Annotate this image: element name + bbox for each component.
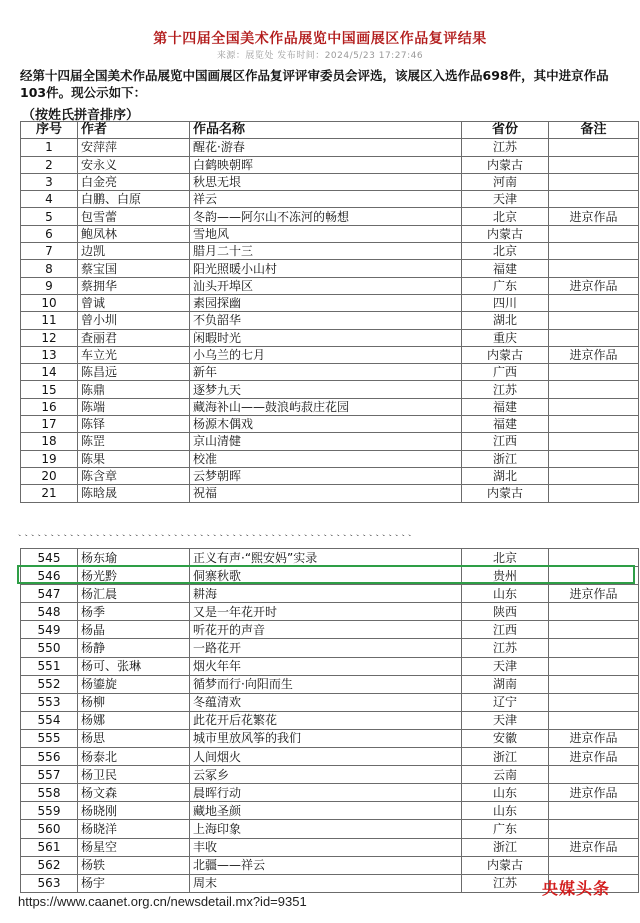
cell-note bbox=[549, 639, 639, 657]
cell-work-title: 又是一年花开时 bbox=[190, 603, 462, 621]
cell-note bbox=[549, 675, 639, 693]
table-row bbox=[21, 784, 639, 802]
cell-no: 550 bbox=[21, 639, 78, 657]
table-row bbox=[21, 312, 639, 329]
cell-province: 内蒙古 bbox=[462, 856, 549, 874]
table-row bbox=[21, 856, 639, 874]
cell-work-title: 祝福 bbox=[190, 485, 462, 502]
cell-author: 杨星空 bbox=[78, 838, 190, 856]
cell-province: 内蒙古 bbox=[462, 485, 549, 502]
cell-author: 边凯 bbox=[78, 243, 190, 260]
cell-author: 鲍凤林 bbox=[78, 225, 190, 242]
cell-note bbox=[549, 156, 639, 173]
cell-author: 杨东瑜 bbox=[78, 549, 190, 567]
cell-province: 云南 bbox=[462, 766, 549, 784]
cell-work-title: 冬蕴清欢 bbox=[190, 693, 462, 711]
cell-no: 19 bbox=[21, 450, 78, 467]
cell-work-title: 汕头开埠区 bbox=[190, 277, 462, 294]
cell-work-title: 烟火年年 bbox=[190, 657, 462, 675]
cell-work-title: 逐梦九天 bbox=[190, 381, 462, 398]
table-row bbox=[21, 639, 639, 657]
table-row bbox=[21, 567, 639, 585]
table-row bbox=[21, 485, 639, 502]
cell-author: 杨轶 bbox=[78, 856, 190, 874]
cell-work-title: 此花开后花繁花 bbox=[190, 711, 462, 729]
table-row bbox=[21, 748, 639, 766]
results-table-part2 bbox=[20, 548, 639, 893]
cell-province: 陕西 bbox=[462, 603, 549, 621]
cell-author: 杨鎏旋 bbox=[78, 675, 190, 693]
cell-author: 白金亮 bbox=[78, 173, 190, 190]
cell-province: 北京 bbox=[462, 208, 549, 225]
cell-no: 21 bbox=[21, 485, 78, 502]
cell-author: 杨汇晨 bbox=[78, 585, 190, 603]
cell-work-title: 藏地圣颜 bbox=[190, 802, 462, 820]
cell-author: 杨宇 bbox=[78, 874, 190, 892]
cell-province: 河南 bbox=[462, 173, 549, 190]
cell-author: 陈端 bbox=[78, 398, 190, 415]
cell-work-title: 白鹤映朝晖 bbox=[190, 156, 462, 173]
cell-province: 山东 bbox=[462, 784, 549, 802]
table-row bbox=[21, 346, 639, 363]
cell-no: 11 bbox=[21, 312, 78, 329]
cell-no: 15 bbox=[21, 381, 78, 398]
cell-author: 蔡拥华 bbox=[78, 277, 190, 294]
table-row bbox=[21, 243, 639, 260]
cell-author: 杨可、张琳 bbox=[78, 657, 190, 675]
table-row bbox=[21, 657, 639, 675]
cell-province: 天津 bbox=[462, 657, 549, 675]
cell-work-title: 周末 bbox=[190, 874, 462, 892]
cell-no: 546 bbox=[21, 567, 78, 585]
cell-author: 安萍萍 bbox=[78, 139, 190, 156]
cell-author: 杨季 bbox=[78, 603, 190, 621]
cell-author: 陈鼎 bbox=[78, 381, 190, 398]
cell-work-title: 云冢乡 bbox=[190, 766, 462, 784]
cell-no: 548 bbox=[21, 603, 78, 621]
cell-no: 561 bbox=[21, 838, 78, 856]
cell-no: 7 bbox=[21, 243, 78, 260]
cell-note bbox=[549, 260, 639, 277]
cell-author: 杨晓洋 bbox=[78, 820, 190, 838]
cell-work-title: 腊月二十三 bbox=[190, 243, 462, 260]
table-row bbox=[21, 450, 639, 467]
table-row bbox=[21, 416, 639, 433]
cell-province: 湖南 bbox=[462, 675, 549, 693]
cell-work-title: 耕海 bbox=[190, 585, 462, 603]
cell-author: 陈果 bbox=[78, 450, 190, 467]
cell-work-title: 新年 bbox=[190, 364, 462, 381]
cell-work-title: 素园探幽 bbox=[190, 294, 462, 311]
cell-no: 563 bbox=[21, 874, 78, 892]
cell-province: 浙江 bbox=[462, 450, 549, 467]
cell-no: 1 bbox=[21, 139, 78, 156]
cell-province: 广东 bbox=[462, 277, 549, 294]
cell-province: 安徽 bbox=[462, 729, 549, 747]
cell-note bbox=[549, 139, 639, 156]
cell-author: 蔡宝国 bbox=[78, 260, 190, 277]
cell-note: 进京作品 bbox=[549, 277, 639, 294]
cell-province: 江西 bbox=[462, 621, 549, 639]
sort-note: （按姓氏拼音排序） bbox=[22, 108, 140, 123]
cell-province: 福建 bbox=[462, 416, 549, 433]
cell-note bbox=[549, 467, 639, 484]
cell-no: 4 bbox=[21, 191, 78, 208]
cell-work-title: 秋思无垠 bbox=[190, 173, 462, 190]
table-row bbox=[21, 139, 639, 156]
cell-note bbox=[549, 329, 639, 346]
cell-author: 曾小圳 bbox=[78, 312, 190, 329]
omission-separator: 、、、、、、、、、、、、、、、、、、、、、、、、、、、、、、、、、、、、、、、、、、、、、、、、、、、、、、、、、、、、、 bbox=[18, 526, 420, 536]
cell-no: 559 bbox=[21, 802, 78, 820]
cell-note bbox=[549, 820, 639, 838]
cell-author: 曾诚 bbox=[78, 294, 190, 311]
cell-work-title: 云梦朝晖 bbox=[190, 467, 462, 484]
header-note: 备注 bbox=[549, 122, 639, 139]
table-row bbox=[21, 729, 639, 747]
cell-note bbox=[549, 766, 639, 784]
cell-work-title: 不负韶华 bbox=[190, 312, 462, 329]
cell-no: 557 bbox=[21, 766, 78, 784]
cell-work-title: 丰收 bbox=[190, 838, 462, 856]
cell-no: 552 bbox=[21, 675, 78, 693]
cell-author: 杨泰北 bbox=[78, 748, 190, 766]
cell-work-title: 一路花开 bbox=[190, 639, 462, 657]
cell-note bbox=[549, 225, 639, 242]
cell-work-title: 校准 bbox=[190, 450, 462, 467]
cell-work-title: 杨源木偶戏 bbox=[190, 416, 462, 433]
cell-province: 四川 bbox=[462, 294, 549, 311]
cell-province: 浙江 bbox=[462, 838, 549, 856]
table-row bbox=[21, 549, 639, 567]
table-row bbox=[21, 675, 639, 693]
cell-author: 杨晶 bbox=[78, 621, 190, 639]
cell-author: 车立光 bbox=[78, 346, 190, 363]
cell-no: 20 bbox=[21, 467, 78, 484]
cell-work-title: 听花开的声音 bbox=[190, 621, 462, 639]
cell-note bbox=[549, 621, 639, 639]
cell-work-title: 藏海补山——鼓浪屿菽庄花园 bbox=[190, 398, 462, 415]
cell-no: 551 bbox=[21, 657, 78, 675]
cell-province: 湖北 bbox=[462, 312, 549, 329]
cell-no: 17 bbox=[21, 416, 78, 433]
cell-no: 16 bbox=[21, 398, 78, 415]
cell-note: 进京作品 bbox=[549, 784, 639, 802]
cell-no: 545 bbox=[21, 549, 78, 567]
cell-province: 重庆 bbox=[462, 329, 549, 346]
cell-no: 2 bbox=[21, 156, 78, 173]
cell-work-title: 侗寨秋歌 bbox=[190, 567, 462, 585]
table-row bbox=[21, 820, 639, 838]
cell-note bbox=[549, 485, 639, 502]
cell-no: 14 bbox=[21, 364, 78, 381]
cell-author: 陈铎 bbox=[78, 416, 190, 433]
cell-province: 山东 bbox=[462, 585, 549, 603]
cell-work-title: 祥云 bbox=[190, 191, 462, 208]
cell-work-title: 北疆——祥云 bbox=[190, 856, 462, 874]
cell-note bbox=[549, 294, 639, 311]
cell-work-title: 雪地风 bbox=[190, 225, 462, 242]
header-no: 序号 bbox=[21, 122, 78, 139]
cell-note: 进京作品 bbox=[549, 748, 639, 766]
cell-province: 天津 bbox=[462, 191, 549, 208]
table-row bbox=[21, 711, 639, 729]
cell-no: 8 bbox=[21, 260, 78, 277]
cell-province: 广东 bbox=[462, 820, 549, 838]
table-row bbox=[21, 433, 639, 450]
table-row bbox=[21, 294, 639, 311]
cell-no: 13 bbox=[21, 346, 78, 363]
cell-note bbox=[549, 398, 639, 415]
cell-province: 贵州 bbox=[462, 567, 549, 585]
cell-province: 山东 bbox=[462, 802, 549, 820]
cell-no: 562 bbox=[21, 856, 78, 874]
cell-no: 556 bbox=[21, 748, 78, 766]
table-row bbox=[21, 467, 639, 484]
table-row bbox=[21, 156, 639, 173]
cell-province: 江苏 bbox=[462, 139, 549, 156]
table-row bbox=[21, 802, 639, 820]
cell-author: 陈晗晟 bbox=[78, 485, 190, 502]
cell-province: 北京 bbox=[462, 549, 549, 567]
cell-province: 内蒙古 bbox=[462, 156, 549, 173]
cell-work-title: 醒花·游春 bbox=[190, 139, 462, 156]
table-row bbox=[21, 173, 639, 190]
cell-note bbox=[549, 173, 639, 190]
cell-no: 555 bbox=[21, 729, 78, 747]
cell-note bbox=[549, 416, 639, 433]
cell-no: 558 bbox=[21, 784, 78, 802]
cell-province: 天津 bbox=[462, 711, 549, 729]
source-url: https://www.caanet.org.cn/newsdetail.mx?id=9351 bbox=[18, 894, 307, 909]
cell-note bbox=[549, 450, 639, 467]
table-row bbox=[21, 766, 639, 784]
table-row bbox=[21, 225, 639, 242]
cell-note: 进京作品 bbox=[549, 838, 639, 856]
table-row bbox=[21, 260, 639, 277]
table-row bbox=[21, 603, 639, 621]
cell-province: 江苏 bbox=[462, 639, 549, 657]
cell-no: 553 bbox=[21, 693, 78, 711]
cell-work-title: 人间烟火 bbox=[190, 748, 462, 766]
results-table-part1 bbox=[20, 121, 639, 503]
cell-note bbox=[549, 711, 639, 729]
cell-province: 广西 bbox=[462, 364, 549, 381]
table-header-row bbox=[21, 122, 639, 139]
cell-note bbox=[549, 657, 639, 675]
cell-note bbox=[549, 381, 639, 398]
table-row bbox=[21, 693, 639, 711]
cell-author: 杨晓刚 bbox=[78, 802, 190, 820]
table-row bbox=[21, 329, 639, 346]
cell-no: 549 bbox=[21, 621, 78, 639]
cell-author: 杨光黔 bbox=[78, 567, 190, 585]
watermark-logo: 央媒头条 bbox=[541, 879, 610, 898]
cell-author: 包雪蕾 bbox=[78, 208, 190, 225]
header-author: 作者 bbox=[78, 122, 190, 139]
cell-province: 内蒙古 bbox=[462, 225, 549, 242]
cell-work-title: 闲暇时光 bbox=[190, 329, 462, 346]
cell-author: 杨娜 bbox=[78, 711, 190, 729]
table-row bbox=[21, 585, 639, 603]
cell-note: 进京作品 bbox=[549, 729, 639, 747]
cell-author: 杨卫民 bbox=[78, 766, 190, 784]
cell-province: 浙江 bbox=[462, 748, 549, 766]
table-row bbox=[21, 277, 639, 294]
cell-author: 陈含章 bbox=[78, 467, 190, 484]
table-row bbox=[21, 398, 639, 415]
cell-author: 白鹏、白原 bbox=[78, 191, 190, 208]
header-province: 省份 bbox=[462, 122, 549, 139]
cell-no: 560 bbox=[21, 820, 78, 838]
cell-author: 陈罡 bbox=[78, 433, 190, 450]
cell-author: 杨思 bbox=[78, 729, 190, 747]
header-work-title: 作品名称 bbox=[190, 122, 462, 139]
cell-province: 江苏 bbox=[462, 381, 549, 398]
cell-no: 12 bbox=[21, 329, 78, 346]
table-row bbox=[21, 208, 639, 225]
cell-author: 查丽君 bbox=[78, 329, 190, 346]
cell-no: 10 bbox=[21, 294, 78, 311]
cell-note bbox=[549, 693, 639, 711]
cell-note bbox=[549, 312, 639, 329]
cell-no: 5 bbox=[21, 208, 78, 225]
cell-work-title: 冬韵——阿尔山不冻河的畅想 bbox=[190, 208, 462, 225]
cell-no: 547 bbox=[21, 585, 78, 603]
table-row bbox=[21, 381, 639, 398]
cell-province: 福建 bbox=[462, 398, 549, 415]
table-row bbox=[21, 364, 639, 381]
cell-work-title: 小乌兰的七月 bbox=[190, 346, 462, 363]
cell-note bbox=[549, 856, 639, 874]
cell-note: 进京作品 bbox=[549, 346, 639, 363]
cell-note bbox=[549, 603, 639, 621]
cell-province: 江西 bbox=[462, 433, 549, 450]
cell-work-title: 上海印象 bbox=[190, 820, 462, 838]
cell-no: 3 bbox=[21, 173, 78, 190]
cell-no: 554 bbox=[21, 711, 78, 729]
cell-province: 湖北 bbox=[462, 467, 549, 484]
cell-work-title: 城市里放风筝的我们 bbox=[190, 729, 462, 747]
cell-province: 辽宁 bbox=[462, 693, 549, 711]
cell-work-title: 京山清健 bbox=[190, 433, 462, 450]
intro-paragraph: 经第十四届全国美术作品展览中国画展区作品复评评审委员会评选，该展区入选作品698件，其中进京作品103件。现公示如下： bbox=[20, 68, 609, 100]
cell-note bbox=[549, 191, 639, 208]
cell-note bbox=[549, 802, 639, 820]
cell-work-title: 循梦而行·向阳而生 bbox=[190, 675, 462, 693]
cell-province: 江苏 bbox=[462, 874, 549, 892]
cell-note bbox=[549, 243, 639, 260]
cell-note: 进京作品 bbox=[549, 585, 639, 603]
table-row bbox=[21, 191, 639, 208]
cell-note: 进京作品 bbox=[549, 208, 639, 225]
publish-meta: 来源：展览处 发布时间：2024/5/23 17:27:46 bbox=[216, 51, 424, 61]
cell-work-title: 正义有声·“熙安妈”实录 bbox=[190, 549, 462, 567]
table-row bbox=[21, 621, 639, 639]
cell-no: 9 bbox=[21, 277, 78, 294]
cell-author: 陈昌远 bbox=[78, 364, 190, 381]
cell-no: 6 bbox=[21, 225, 78, 242]
cell-work-title: 晨晖行动 bbox=[190, 784, 462, 802]
cell-province: 福建 bbox=[462, 260, 549, 277]
cell-author: 安永义 bbox=[78, 156, 190, 173]
cell-note bbox=[549, 433, 639, 450]
cell-author: 杨文森 bbox=[78, 784, 190, 802]
cell-note bbox=[549, 364, 639, 381]
cell-author: 杨柳 bbox=[78, 693, 190, 711]
cell-province: 内蒙古 bbox=[462, 346, 549, 363]
cell-note bbox=[549, 567, 639, 585]
cell-work-title: 阳光照暖小山村 bbox=[190, 260, 462, 277]
cell-province: 北京 bbox=[462, 243, 549, 260]
table-row bbox=[21, 838, 639, 856]
cell-no: 18 bbox=[21, 433, 78, 450]
page-title: 第十四届全国美术作品展览中国画展区作品复评结果 bbox=[153, 31, 487, 47]
cell-author: 杨静 bbox=[78, 639, 190, 657]
cell-note bbox=[549, 549, 639, 567]
